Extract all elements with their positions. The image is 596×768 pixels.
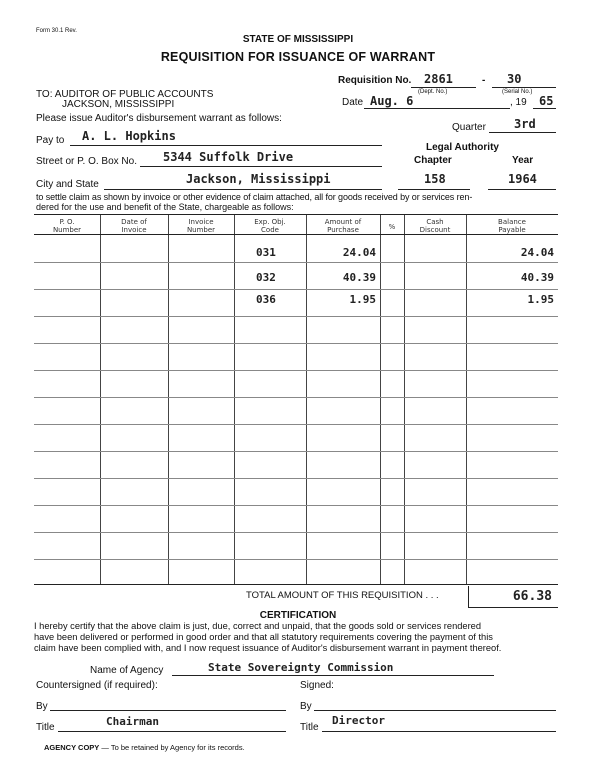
total-label: TOTAL AMOUNT OF THIS REQUISITION . . . [246,590,439,601]
pay-to-label: Pay to [36,135,65,146]
street-label: Street or P. O. Box No. [36,156,137,167]
col-date-of-invoice: Date of Invoice [121,218,147,234]
left-title-value: Chairman [106,715,159,728]
row1-amount: 24.04 [342,246,376,259]
city-label: City and State [36,179,99,190]
date-value: Aug. 6 [370,94,414,108]
row1-code: 031 [256,246,276,259]
chapter-value: 158 [424,172,446,186]
total-value: 66.38 [512,589,552,604]
right-title-value: Director [332,714,385,727]
serial-no-caption: (Serial No.) [502,89,533,95]
year-prefix: , 19 [510,97,527,108]
agency-label: Name of Agency [90,665,164,676]
year-value: 65 [539,94,554,108]
pay-to-value: A. L. Hopkins [82,129,176,143]
agency-value: State Sovereignty Commission [208,661,394,674]
row2-code: 032 [256,271,276,284]
countersigned-label: Countersigned (if required): [36,680,158,691]
expenditure-table [34,214,558,585]
year-label: Year [512,155,534,166]
col-invoice-number: Invoice Number [186,218,216,234]
certification-line3: claim have been complied with, and I now request issuance of Auditor's disbursement warrant in payment thereof. [34,643,502,653]
city-value: Jackson, Mississippi [186,172,331,186]
certification-line2: have been delivered or performed in good order and that all statutory requirements covering the payment of this [34,632,493,642]
quarter-label: Quarter [452,122,486,133]
row1-balance: 24.04 [520,246,554,259]
row3-amount: 1.95 [349,293,376,306]
form-number: Form 30.1 Rev. [36,28,77,34]
addressee-line1: TO: AUDITOR OF PUBLIC ACCOUNTS [36,89,214,100]
row3-code: 036 [256,293,276,306]
form-title: REQUISITION FOR ISSUANCE OF WARRANT [160,50,436,64]
certification-line1: I hereby certify that the above claim is just, due, correct and unpaid, that the goods sold or services rendered [34,621,482,631]
col-percent: % [388,223,396,231]
settle-text-line2: dered for the use and benefit of the State, chargeable as follows: [36,202,294,212]
dept-no-caption: (Dept. No.) [418,89,448,95]
requisition-label: Requisition No. [338,75,412,86]
certification-heading: CERTIFICATION [259,610,337,621]
chapter-label: Chapter [414,155,452,166]
title-label-left: Title [36,722,55,733]
addressee-line2: JACKSON, MISSISSIPPI [62,99,175,110]
agency-copy-label: AGENCY COPY [44,743,100,752]
quarter-value: 3rd [514,117,536,131]
settle-text-line1: to settle claim as shown by invoice or other evidence of claim attached, all for goods received by or services ren- [36,192,473,202]
by-label-right: By [300,701,312,712]
title-label-right: Title [300,722,319,733]
col-po-number: P. O. Number [52,218,82,234]
instruction-text: Please issue Auditor's disbursement warrant as follows: [36,113,282,124]
row3-balance: 1.95 [527,293,554,306]
date-label: Date [342,97,364,108]
state-heading: STATE OF MISSISSIPPI [242,34,354,45]
col-exp-obj-code: Exp. Obj. Code [254,218,286,234]
agency-copy-note [44,743,245,752]
col-cash-discount: Cash Discount [419,218,451,234]
agency-copy-text: — To be retained by Agency for its records. [101,743,245,752]
legal-authority-heading: Legal Authority [426,142,499,153]
street-value: 5344 Suffolk Drive [163,150,294,164]
requisition-dash: - [482,75,486,86]
legal-year-value: 1964 [508,172,537,186]
row2-balance: 40.39 [520,271,554,284]
col-amount-of-purchase: Amount of Purchase [324,218,362,234]
col-balance-payable: Balance Payable [498,218,526,234]
dept-number: 2861 [424,72,453,86]
row2-amount: 40.39 [342,271,376,284]
serial-number: 30 [507,72,522,86]
signed-label: Signed: [300,680,334,691]
by-label-left: By [36,701,48,712]
